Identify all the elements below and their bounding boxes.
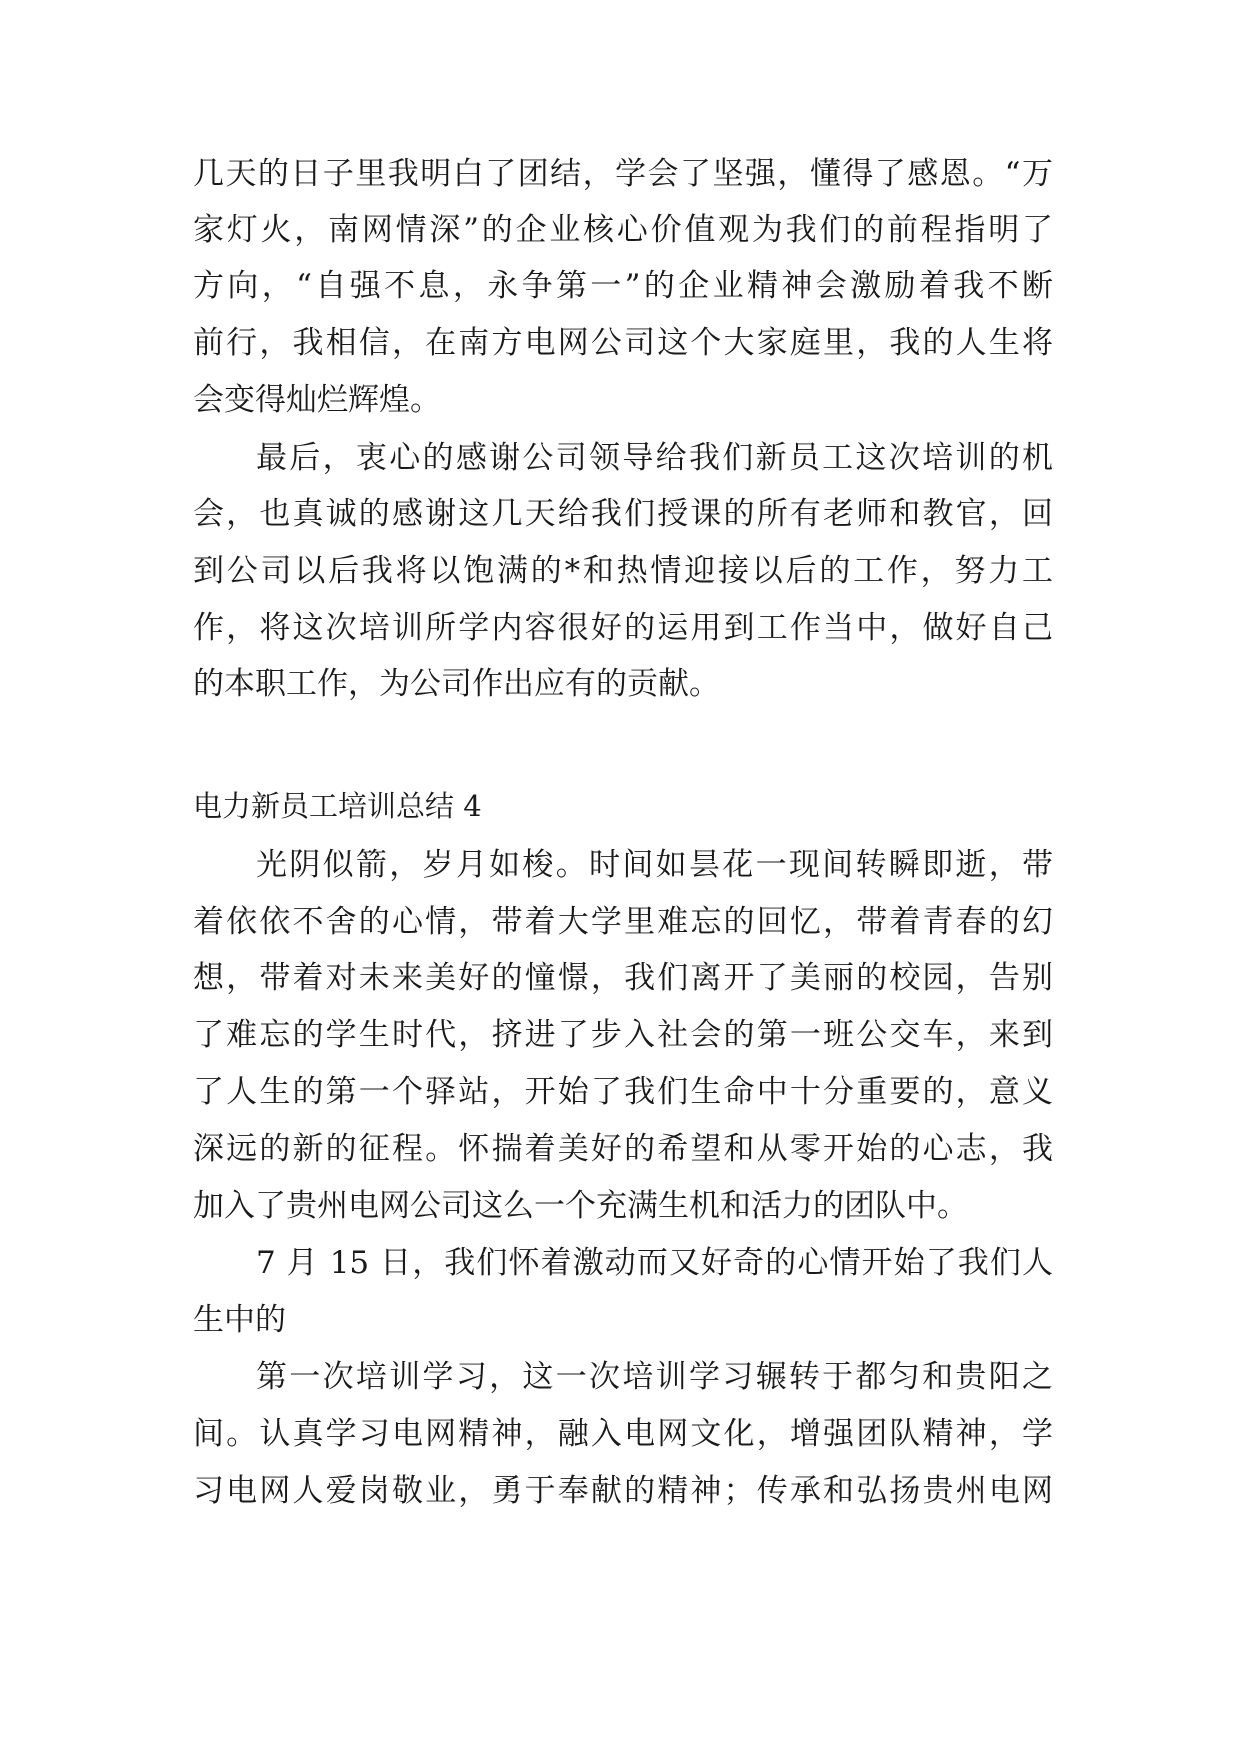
text-line: 习电网人爱岗敬业，勇于奉献的精神；传承和弘扬贵州电网 bbox=[193, 1473, 1053, 1509]
text-line: 想，带着对未来美好的憧憬，我们离开了美丽的校园，告别 bbox=[193, 960, 1053, 996]
text-line: 了人生的第一个驿站，开始了我们生命中十分重要的，意义 bbox=[193, 1074, 1053, 1110]
text-line: 最后，衷心的感谢公司领导给我们新员工这次培训的机 bbox=[256, 440, 1053, 476]
section-heading: 电力新员工培训总结 4 bbox=[193, 789, 482, 823]
text-line: 7 月 15 日，我们怀着激动而又好奇的心情开始了我们人 bbox=[256, 1245, 1053, 1281]
text-line: 会变得灿烂辉煌。 bbox=[193, 382, 441, 418]
text-line: 家灯火，南网情深”的企业核心价值观为我们的前程指明了 bbox=[193, 212, 1053, 248]
text-line: 生中的 bbox=[193, 1302, 286, 1338]
text-line: 了难忘的学生时代，挤进了步入社会的第一班公交车，来到 bbox=[193, 1017, 1053, 1053]
text-line: 作，将这次培训所学内容很好的运用到工作当中，做好自己 bbox=[193, 610, 1053, 646]
text-line: 间。认真学习电网精神，融入电网文化，增强团队精神，学 bbox=[193, 1416, 1053, 1452]
text-line: 光阴似箭，岁月如梭。时间如昙花一现间转瞬即逝，带 bbox=[256, 847, 1053, 883]
text-line: 会，也真诚的感谢这几天给我们授课的所有老师和教官，回 bbox=[193, 496, 1053, 532]
text-line: 前行，我相信，在南方电网公司这个大家庭里，我的人生将 bbox=[193, 325, 1053, 361]
text-line: 着依依不舍的心情，带着大学里难忘的回忆，带着青春的幻 bbox=[193, 904, 1053, 940]
text-line: 第一次培训学习，这一次培训学习辗转于都匀和贵阳之 bbox=[256, 1359, 1053, 1395]
text-line: 加入了贵州电网公司这么一个充满生机和活力的团队中。 bbox=[193, 1188, 968, 1224]
text-line: 几天的日子里我明白了团结，学会了坚强，懂得了感恩。“万 bbox=[193, 156, 1053, 192]
text-line: 到公司以后我将以饱满的*和热情迎接以后的工作，努力工 bbox=[193, 553, 1053, 589]
text-line: 深远的新的征程。怀揣着美好的希望和从零开始的心志，我 bbox=[193, 1131, 1053, 1167]
text-line: 方向，“自强不息，永争第一”的企业精神会激励着我不断 bbox=[193, 268, 1053, 304]
text-line: 的本职工作，为公司作出应有的贡献。 bbox=[193, 666, 720, 702]
